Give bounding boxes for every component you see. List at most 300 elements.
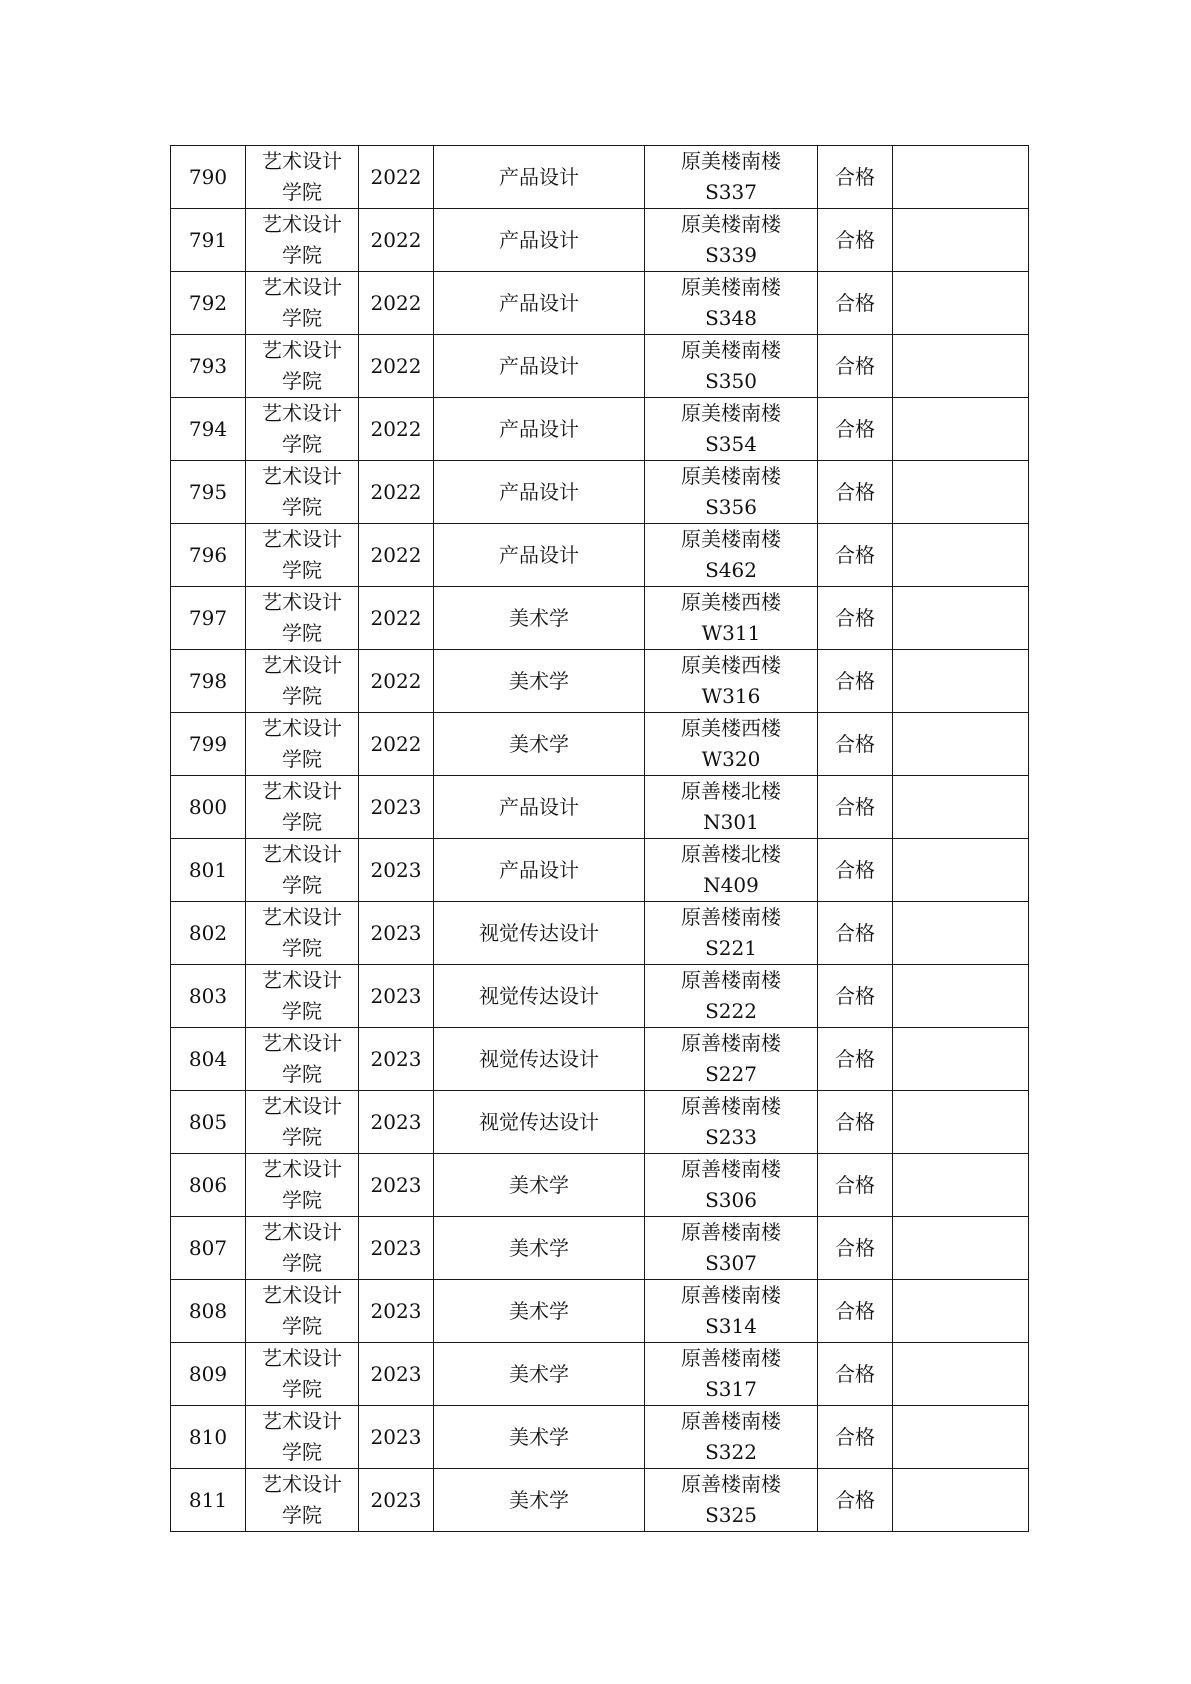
cell-college-text: 艺术设计 学院: [262, 653, 342, 708]
cell-college: [246, 1343, 359, 1406]
cell-result-text: 合格: [835, 857, 875, 882]
cell-college: [246, 398, 359, 461]
cell-result: [818, 335, 893, 398]
cell-result-text: 合格: [835, 1109, 875, 1134]
cell-index: [171, 965, 246, 1028]
table-row: [171, 1343, 1029, 1406]
cell-room-text: 原美楼南楼 S356: [681, 464, 781, 519]
table-row: [171, 1280, 1029, 1343]
cell-year: [359, 650, 434, 713]
cell-index-text: 810: [188, 1424, 228, 1449]
cell-college: [246, 902, 359, 965]
cell-room: [645, 335, 818, 398]
cell-room-text: 原善楼北楼 N409: [681, 842, 781, 897]
cell-major-text: 视觉传达设计: [479, 920, 599, 945]
cell-college-text: 艺术设计 学院: [262, 464, 342, 519]
table-row: [171, 839, 1029, 902]
cell-major-text: 产品设计: [499, 290, 579, 315]
cell-major: [434, 1217, 645, 1280]
cell-major: [434, 713, 645, 776]
cell-room-text: 原美楼南楼 S354: [681, 401, 781, 456]
cell-year: [359, 1469, 434, 1532]
cell-room-text: 原善楼南楼 S227: [681, 1031, 781, 1086]
cell-college: [246, 146, 359, 209]
cell-result: [818, 461, 893, 524]
cell-college: [246, 1028, 359, 1091]
table-row: [171, 272, 1029, 335]
table-row: [171, 965, 1029, 1028]
cell-year: [359, 587, 434, 650]
cell-college-text: 艺术设计 学院: [262, 779, 342, 834]
cell-college: [246, 209, 359, 272]
cell-college: [246, 524, 359, 587]
cell-college-text: 艺术设计 学院: [262, 1472, 342, 1527]
cell-result-text: 合格: [835, 1361, 875, 1386]
cell-result: [818, 524, 893, 587]
cell-year-text: 2022: [370, 164, 422, 189]
cell-index: [171, 1154, 246, 1217]
table-body: [171, 146, 1029, 1532]
cell-room: [645, 965, 818, 1028]
cell-index-text: 805: [188, 1109, 228, 1134]
cell-index: [171, 398, 246, 461]
cell-college: [246, 1154, 359, 1217]
cell-room-text: 原善楼南楼 S322: [681, 1409, 781, 1464]
table-row: [171, 1406, 1029, 1469]
table-row: [171, 524, 1029, 587]
cell-index-text: 803: [188, 983, 228, 1008]
cell-result-text: 合格: [835, 1172, 875, 1197]
cell-index-text: 802: [188, 920, 228, 945]
cell-result: [818, 1406, 893, 1469]
dorm-inspection-table: [170, 145, 1029, 1532]
cell-result-text: 合格: [835, 416, 875, 441]
cell-year: [359, 902, 434, 965]
cell-index: [171, 650, 246, 713]
cell-year: [359, 1343, 434, 1406]
cell-major: [434, 587, 645, 650]
cell-room: [645, 1154, 818, 1217]
cell-index-text: 791: [188, 227, 228, 252]
cell-room-text: 原善楼南楼 S307: [681, 1220, 781, 1275]
cell-college: [246, 713, 359, 776]
cell-year-text: 2023: [370, 1235, 422, 1260]
cell-college: [246, 1469, 359, 1532]
cell-index: [171, 713, 246, 776]
cell-note: [893, 1028, 1029, 1091]
cell-major-text: 视觉传达设计: [479, 983, 599, 1008]
cell-room: [645, 146, 818, 209]
cell-year-text: 2022: [370, 416, 422, 441]
cell-college: [246, 839, 359, 902]
cell-major-text: 美术学: [509, 1487, 569, 1512]
cell-result: [818, 650, 893, 713]
cell-room-text: 原善楼南楼 S306: [681, 1157, 781, 1212]
cell-note: [893, 461, 1029, 524]
cell-year-text: 2023: [370, 857, 422, 882]
cell-year: [359, 272, 434, 335]
cell-note: [893, 1343, 1029, 1406]
table-row: [171, 902, 1029, 965]
cell-college-text: 艺术设计 学院: [262, 527, 342, 582]
cell-index: [171, 902, 246, 965]
table-row: [171, 1154, 1029, 1217]
cell-college-text: 艺术设计 学院: [262, 1094, 342, 1149]
cell-result-text: 合格: [835, 479, 875, 504]
cell-index: [171, 1469, 246, 1532]
cell-year-text: 2023: [370, 1424, 422, 1449]
cell-result-text: 合格: [835, 227, 875, 252]
cell-room: [645, 713, 818, 776]
cell-major-text: 视觉传达设计: [479, 1109, 599, 1134]
cell-note: [893, 272, 1029, 335]
cell-room: [645, 1406, 818, 1469]
cell-major-text: 美术学: [509, 731, 569, 756]
cell-result-text: 合格: [835, 1424, 875, 1449]
cell-major: [434, 461, 645, 524]
cell-major-text: 产品设计: [499, 353, 579, 378]
cell-index-text: 798: [188, 668, 228, 693]
cell-year-text: 2022: [370, 731, 422, 756]
cell-major: [434, 839, 645, 902]
cell-result: [818, 398, 893, 461]
cell-major: [434, 1091, 645, 1154]
cell-room: [645, 1343, 818, 1406]
cell-college: [246, 1406, 359, 1469]
cell-year-text: 2022: [370, 668, 422, 693]
cell-year: [359, 1091, 434, 1154]
cell-index: [171, 1028, 246, 1091]
cell-college-text: 艺术设计 学院: [262, 212, 342, 267]
cell-note: [893, 1154, 1029, 1217]
cell-college-text: 艺术设计 学院: [262, 1283, 342, 1338]
cell-major-text: 产品设计: [499, 857, 579, 882]
cell-result: [818, 776, 893, 839]
cell-result: [818, 1469, 893, 1532]
cell-room: [645, 1469, 818, 1532]
cell-note: [893, 902, 1029, 965]
cell-college-text: 艺术设计 学院: [262, 149, 342, 204]
cell-note: [893, 1469, 1029, 1532]
cell-room: [645, 839, 818, 902]
cell-year-text: 2022: [370, 605, 422, 630]
cell-room-text: 原美楼南楼 S350: [681, 338, 781, 393]
cell-major: [434, 1469, 645, 1532]
cell-note: [893, 524, 1029, 587]
cell-year-text: 2023: [370, 1361, 422, 1386]
cell-index-text: 807: [188, 1235, 228, 1260]
cell-year: [359, 1217, 434, 1280]
cell-result: [818, 965, 893, 1028]
cell-room-text: 原善楼南楼 S222: [681, 968, 781, 1023]
cell-result: [818, 1280, 893, 1343]
cell-room: [645, 1028, 818, 1091]
cell-year: [359, 1154, 434, 1217]
cell-major-text: 美术学: [509, 1424, 569, 1449]
cell-major: [434, 209, 645, 272]
cell-college-text: 艺术设计 学院: [262, 716, 342, 771]
cell-year-text: 2023: [370, 1172, 422, 1197]
table-row: [171, 1091, 1029, 1154]
cell-note: [893, 209, 1029, 272]
cell-index: [171, 587, 246, 650]
cell-note: [893, 1091, 1029, 1154]
cell-result: [818, 146, 893, 209]
cell-year-text: 2023: [370, 1109, 422, 1134]
cell-note: [893, 965, 1029, 1028]
cell-result-text: 合格: [835, 1298, 875, 1323]
cell-major: [434, 650, 645, 713]
cell-note: [893, 776, 1029, 839]
cell-note: [893, 1406, 1029, 1469]
cell-year-text: 2023: [370, 1487, 422, 1512]
cell-index-text: 796: [188, 542, 228, 567]
cell-index: [171, 461, 246, 524]
cell-note: [893, 839, 1029, 902]
cell-result: [818, 272, 893, 335]
cell-note: [893, 335, 1029, 398]
cell-year-text: 2022: [370, 542, 422, 567]
cell-year: [359, 839, 434, 902]
cell-major-text: 产品设计: [499, 479, 579, 504]
cell-room-text: 原善楼南楼 S314: [681, 1283, 781, 1338]
cell-result-text: 合格: [835, 605, 875, 630]
cell-index-text: 804: [188, 1046, 228, 1071]
cell-room-text: 原美楼西楼 W311: [681, 590, 781, 645]
cell-year: [359, 209, 434, 272]
cell-major-text: 产品设计: [499, 227, 579, 252]
cell-room-text: 原善楼北楼 N301: [681, 779, 781, 834]
cell-result: [818, 1217, 893, 1280]
cell-major: [434, 524, 645, 587]
cell-note: [893, 146, 1029, 209]
cell-major-text: 产品设计: [499, 164, 579, 189]
cell-college: [246, 272, 359, 335]
cell-room-text: 原善楼南楼 S325: [681, 1472, 781, 1527]
cell-college: [246, 335, 359, 398]
cell-result: [818, 1028, 893, 1091]
cell-major: [434, 902, 645, 965]
cell-room-text: 原美楼西楼 W320: [681, 716, 781, 771]
cell-major: [434, 1028, 645, 1091]
cell-result-text: 合格: [835, 983, 875, 1008]
cell-major-text: 美术学: [509, 1172, 569, 1197]
cell-room-text: 原美楼南楼 S462: [681, 527, 781, 582]
cell-college-text: 艺术设计 学院: [262, 1409, 342, 1464]
cell-year: [359, 1028, 434, 1091]
cell-college-text: 艺术设计 学院: [262, 590, 342, 645]
cell-college-text: 艺术设计 学院: [262, 968, 342, 1023]
cell-college-text: 艺术设计 学院: [262, 842, 342, 897]
cell-result-text: 合格: [835, 542, 875, 567]
cell-major: [434, 146, 645, 209]
table-row: [171, 335, 1029, 398]
cell-result: [818, 902, 893, 965]
cell-college: [246, 965, 359, 1028]
cell-index-text: 797: [188, 605, 228, 630]
table-row: [171, 1217, 1029, 1280]
cell-note: [893, 1217, 1029, 1280]
table-row: [171, 587, 1029, 650]
cell-year: [359, 461, 434, 524]
cell-year: [359, 776, 434, 839]
cell-major: [434, 1154, 645, 1217]
cell-year-text: 2022: [370, 227, 422, 252]
table-row: [171, 650, 1029, 713]
cell-college-text: 艺术设计 学院: [262, 1220, 342, 1275]
cell-year: [359, 1406, 434, 1469]
cell-index: [171, 776, 246, 839]
cell-result: [818, 1343, 893, 1406]
cell-note: [893, 1280, 1029, 1343]
cell-result-text: 合格: [835, 668, 875, 693]
cell-index-text: 801: [188, 857, 228, 882]
cell-year-text: 2022: [370, 290, 422, 315]
cell-major: [434, 1343, 645, 1406]
cell-result: [818, 839, 893, 902]
cell-year-text: 2023: [370, 1046, 422, 1071]
cell-year-text: 2023: [370, 794, 422, 819]
cell-room-text: 原美楼西楼 W316: [681, 653, 781, 708]
cell-note: [893, 713, 1029, 776]
cell-result-text: 合格: [835, 731, 875, 756]
table-row: [171, 1028, 1029, 1091]
cell-college: [246, 587, 359, 650]
cell-result-text: 合格: [835, 290, 875, 315]
cell-major: [434, 1280, 645, 1343]
cell-index-text: 794: [188, 416, 228, 441]
cell-note: [893, 650, 1029, 713]
cell-room: [645, 587, 818, 650]
cell-college: [246, 1217, 359, 1280]
cell-index: [171, 1091, 246, 1154]
cell-room-text: 原善楼南楼 S233: [681, 1094, 781, 1149]
cell-index-text: 790: [188, 164, 228, 189]
cell-college-text: 艺术设计 学院: [262, 401, 342, 456]
cell-result: [818, 713, 893, 776]
cell-room-text: 原善楼南楼 S221: [681, 905, 781, 960]
cell-college-text: 艺术设计 学院: [262, 338, 342, 393]
cell-room: [645, 1091, 818, 1154]
cell-room: [645, 209, 818, 272]
cell-major: [434, 1406, 645, 1469]
cell-room-text: 原美楼南楼 S348: [681, 275, 781, 330]
cell-college: [246, 776, 359, 839]
cell-room: [645, 902, 818, 965]
cell-result-text: 合格: [835, 1046, 875, 1071]
cell-college-text: 艺术设计 学院: [262, 905, 342, 960]
cell-index: [171, 1280, 246, 1343]
table-row: [171, 398, 1029, 461]
cell-index: [171, 335, 246, 398]
cell-index-text: 800: [188, 794, 228, 819]
cell-major: [434, 398, 645, 461]
table-row: [171, 1469, 1029, 1532]
cell-index-text: 808: [188, 1298, 228, 1323]
table-row: [171, 713, 1029, 776]
cell-index: [171, 1406, 246, 1469]
cell-index-text: 799: [188, 731, 228, 756]
cell-index: [171, 1217, 246, 1280]
cell-result: [818, 1091, 893, 1154]
cell-index: [171, 272, 246, 335]
cell-college-text: 艺术设计 学院: [262, 1157, 342, 1212]
cell-year-text: 2022: [370, 479, 422, 504]
cell-year: [359, 965, 434, 1028]
cell-index: [171, 209, 246, 272]
cell-room-text: 原善楼南楼 S317: [681, 1346, 781, 1401]
cell-year: [359, 524, 434, 587]
cell-result: [818, 1154, 893, 1217]
cell-index: [171, 1343, 246, 1406]
cell-result-text: 合格: [835, 1487, 875, 1512]
cell-major-text: 产品设计: [499, 542, 579, 567]
cell-index-text: 795: [188, 479, 228, 504]
cell-major: [434, 272, 645, 335]
cell-year: [359, 713, 434, 776]
cell-major-text: 美术学: [509, 668, 569, 693]
cell-index-text: 792: [188, 290, 228, 315]
cell-index: [171, 146, 246, 209]
table-row: [171, 146, 1029, 209]
cell-year: [359, 398, 434, 461]
cell-room: [645, 776, 818, 839]
table-row: [171, 776, 1029, 839]
cell-note: [893, 398, 1029, 461]
cell-index: [171, 524, 246, 587]
cell-index-text: 809: [188, 1361, 228, 1386]
cell-year-text: 2023: [370, 1298, 422, 1323]
cell-major-text: 产品设计: [499, 416, 579, 441]
cell-note: [893, 587, 1029, 650]
cell-major-text: 视觉传达设计: [479, 1046, 599, 1071]
cell-result: [818, 209, 893, 272]
cell-college: [246, 650, 359, 713]
cell-room: [645, 650, 818, 713]
table-row: [171, 209, 1029, 272]
cell-college: [246, 1091, 359, 1154]
cell-college-text: 艺术设计 学院: [262, 1031, 342, 1086]
cell-college: [246, 461, 359, 524]
cell-result: [818, 587, 893, 650]
cell-result-text: 合格: [835, 353, 875, 378]
cell-room-text: 原美楼南楼 S339: [681, 212, 781, 267]
cell-year-text: 2023: [370, 983, 422, 1008]
cell-year-text: 2023: [370, 920, 422, 945]
cell-major-text: 产品设计: [499, 794, 579, 819]
cell-room: [645, 1217, 818, 1280]
cell-year: [359, 1280, 434, 1343]
cell-room: [645, 398, 818, 461]
cell-index-text: 806: [188, 1172, 228, 1197]
cell-index: [171, 839, 246, 902]
cell-room: [645, 272, 818, 335]
cell-room: [645, 461, 818, 524]
cell-major: [434, 965, 645, 1028]
cell-result-text: 合格: [835, 1235, 875, 1260]
cell-result-text: 合格: [835, 920, 875, 945]
cell-year-text: 2022: [370, 353, 422, 378]
cell-year: [359, 335, 434, 398]
cell-room: [645, 524, 818, 587]
cell-major: [434, 335, 645, 398]
cell-room: [645, 1280, 818, 1343]
cell-college-text: 艺术设计 学院: [262, 275, 342, 330]
cell-index-text: 793: [188, 353, 228, 378]
cell-room-text: 原美楼南楼 S337: [681, 149, 781, 204]
table-row: [171, 461, 1029, 524]
cell-result-text: 合格: [835, 794, 875, 819]
